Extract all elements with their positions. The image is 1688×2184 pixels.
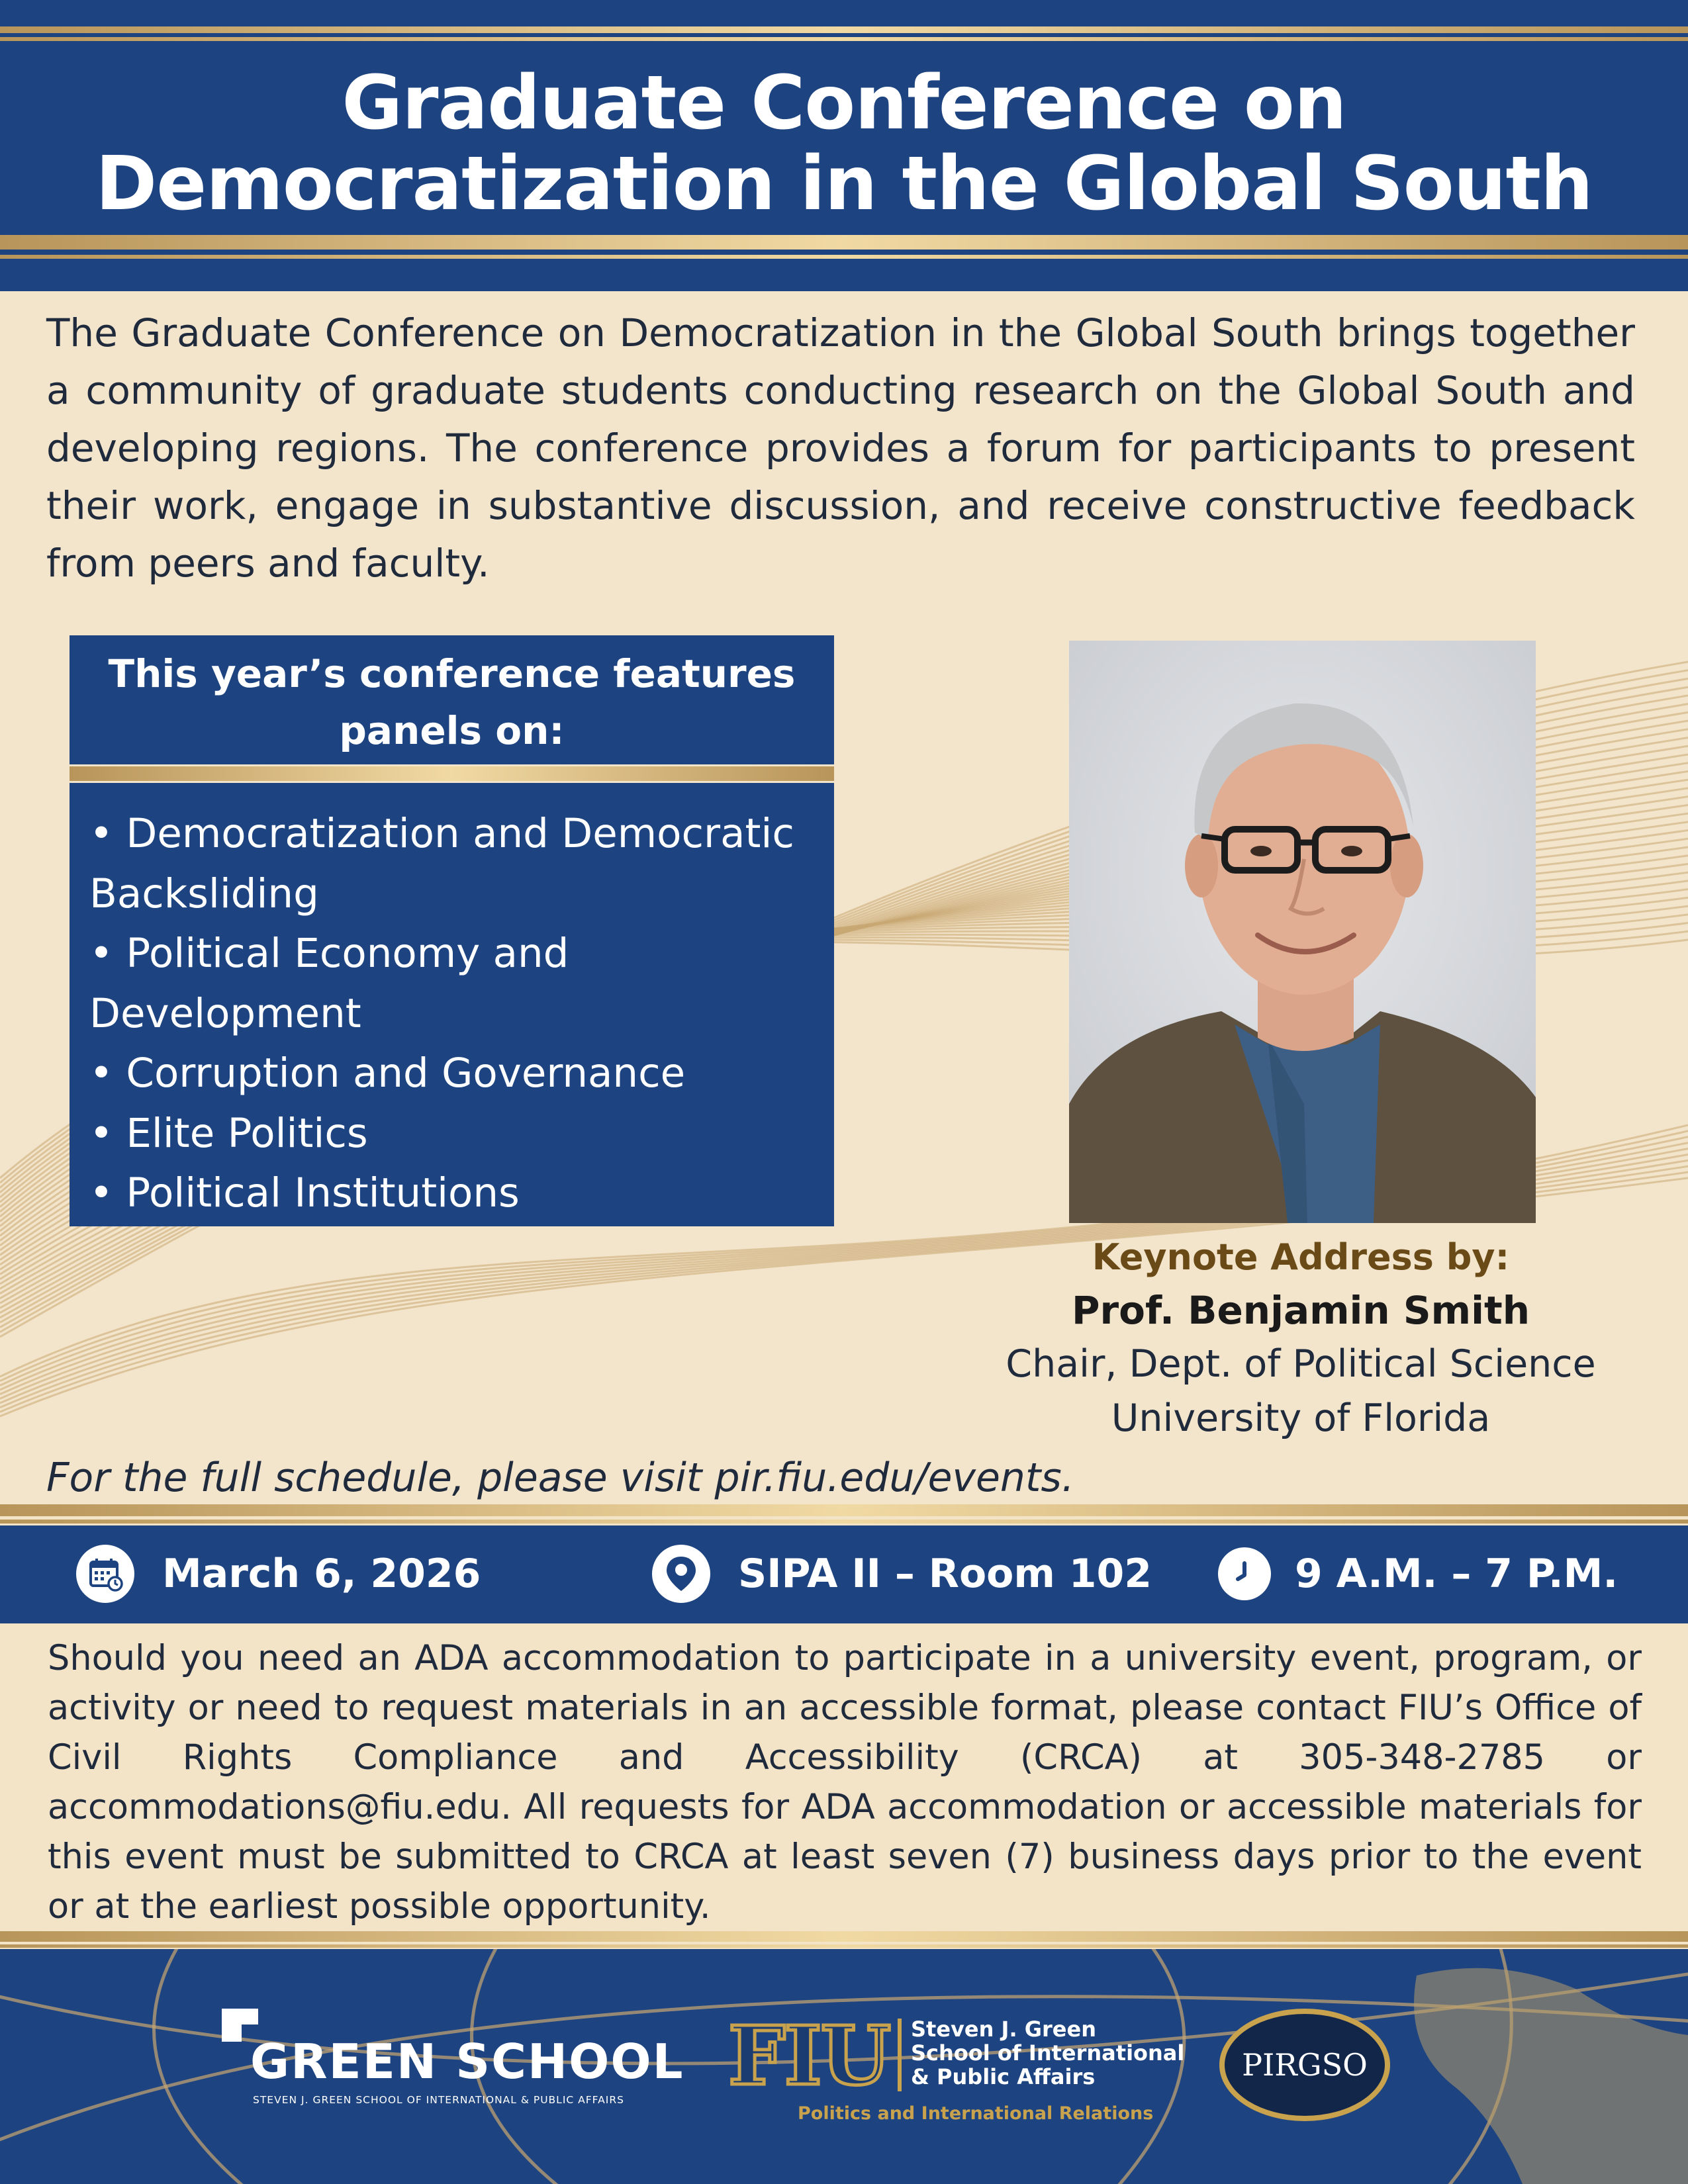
- infobar-gold-line-top: [0, 1504, 1688, 1516]
- keynote-institution: University of Florida: [1111, 1396, 1491, 1440]
- event-date-text: March 6, 2026: [162, 1551, 481, 1597]
- fiu-logo: FIU: [728, 2008, 890, 2103]
- header-gold-line-top: [0, 26, 1688, 33]
- speaker-portrait-illustration: [1069, 641, 1536, 1223]
- header-gold-line-bottom-thin: [0, 255, 1688, 259]
- green-school-logo-subtitle: STEVEN J. GREEN SCHOOL OF INTERNATIONAL & PUBLIC AFFAIRS: [253, 2094, 624, 2106]
- event-location-text: SIPA II – Room 102: [738, 1551, 1152, 1597]
- event-location: [652, 1534, 1152, 1614]
- fiu-logo-divider: [898, 2019, 902, 2091]
- title-line-2: Democratization in the Global South: [95, 141, 1593, 227]
- title-line-1: Graduate Conference on: [342, 60, 1346, 146]
- panels-heading: This year’s conference features panels on:: [108, 651, 796, 753]
- event-date: [76, 1534, 481, 1614]
- page-title: [0, 60, 1688, 227]
- fiu-school-line-3: & Public Affairs: [911, 2064, 1096, 2089]
- footer-gold-line-thin: [0, 1944, 1688, 1948]
- panels-list: [89, 804, 824, 1224]
- infobar-gold-line-top-thin: [0, 1520, 1688, 1524]
- calendar-icon: [76, 1545, 134, 1603]
- ada-notice: Should you need an ADA accommodation to participate in a university event, program, or activity or need to request materials in an accessible format, please contact FIU’s Office of Civil Rights Compliance and Accessibility (CRCA) at 305-348-2785 or accommodations@fiu.edu. All requests for ADA accommodation or accessible materials for this event must be submitted to CRCA at least seven (7) business days prior to the event or at the earliest possible opportunity.: [48, 1638, 1642, 1927]
- panel-item: • Elite Politics: [89, 1109, 368, 1157]
- event-time: [1218, 1534, 1618, 1614]
- fiu-department: Politics and International Relations: [798, 2103, 1154, 2124]
- keynote-speaker-photo: [1069, 641, 1536, 1223]
- panel-item: • Corruption and Governance: [89, 1050, 686, 1097]
- green-school-mark-horizontal: [222, 2009, 258, 2025]
- fiu-school-line-1: Steven J. Green: [911, 2017, 1096, 2042]
- panel-item: • Democratization and Democratic Backsliding: [89, 810, 794, 917]
- pirgso-logo-text: PIRGSO: [1242, 2047, 1368, 2083]
- panel-item: • Political Economy and Development: [89, 930, 569, 1037]
- clock-icon: [1218, 1547, 1271, 1600]
- intro-paragraph: The Graduate Conference on Democratization in the Global South brings together a community of graduate students conducting research on the Global South and developing regions. The conference provides a forum for participants to present their work, engage in substantive discussion, and receive constructive feedback from peers and faculty.: [46, 310, 1635, 586]
- keynote-label: Keynote Address by:: [1092, 1236, 1510, 1278]
- location-pin-icon: [652, 1545, 710, 1603]
- fiu-school-name: [911, 2017, 1184, 2089]
- fiu-school-line-2: School of International: [911, 2040, 1185, 2066]
- header-gold-line-bottom: [0, 235, 1688, 250]
- footer-gold-line: [0, 1931, 1688, 1942]
- header-gold-line-top-thin: [0, 37, 1688, 41]
- keynote-role: Chair, Dept. of Political Science: [1006, 1342, 1596, 1386]
- green-school-logo-text: GREEN SCHOOL: [250, 2034, 684, 2089]
- schedule-note: For the full schedule, please visit pir.fiu.edu/events.: [46, 1455, 1074, 1501]
- keynote-name: Prof. Benjamin Smith: [1071, 1288, 1530, 1333]
- event-time-text: 9 A.M. – 7 P.M.: [1295, 1551, 1618, 1597]
- panel-item: • Political Institutions: [89, 1169, 520, 1216]
- panels-gold-divider: [70, 766, 834, 781]
